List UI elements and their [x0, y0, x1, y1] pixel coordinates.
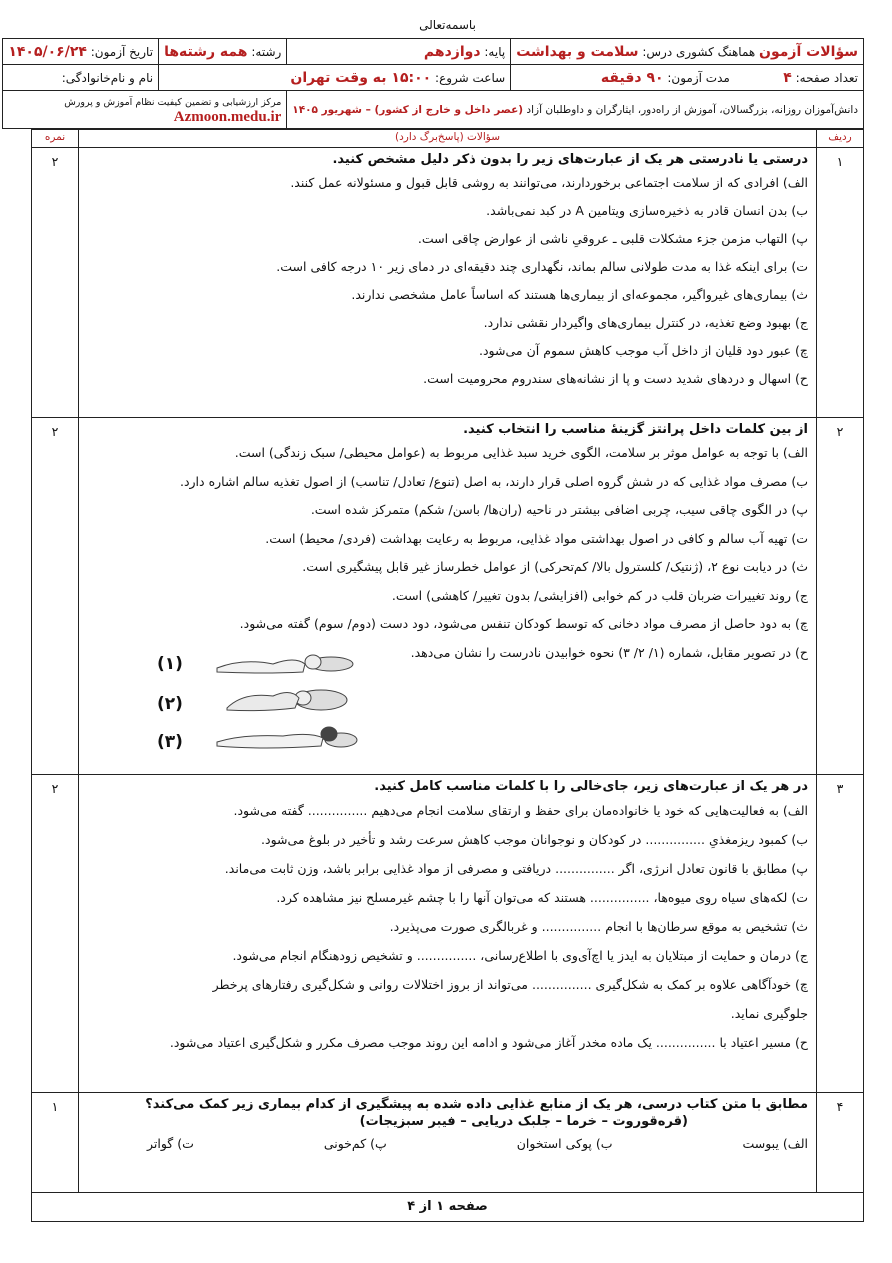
question-number: ۳: [817, 775, 864, 1093]
list-item: الف) افرادی که از سلامت اجتماعی برخوردارند، می‌توانند به روشی قابل قبول و مسئولانه عمل کنند.: [290, 175, 808, 190]
exam-header: [2, 38, 864, 129]
list-item: چ) خودآگاهی علاوه بر کمک به شکل‌گیری ............... می‌تواند از بروز اختلالات روانی و شکل‌گیری رفتارهای پرخطر: [212, 977, 808, 992]
list-item: الف) به فعالیت‌هایی که خود یا خانواده‌مان برای حفظ و ارتقای سلامت انجام می‌دهیم ............... گفته می‌شود.: [233, 803, 808, 818]
question-row-3: [32, 775, 864, 1093]
sleeping-person-drawings: [203, 650, 363, 760]
student-name-label: نام و نام‌خانوادگی:: [61, 70, 154, 85]
pages-duration-cell: [511, 65, 864, 91]
subject: سلامت و بهداشت: [516, 43, 639, 60]
question-number: ۱: [817, 148, 864, 418]
sleeping-positions-figure: [139, 654, 329, 764]
list-item-continuation: جلوگیری نماید.: [730, 1006, 808, 1021]
question-number: ۲: [817, 418, 864, 775]
question-score: ۱: [32, 1093, 79, 1193]
field-label: رشته:: [251, 44, 282, 59]
figure-label-2: (۲): [157, 694, 183, 714]
list-item: ح) مسیر اعتیاد با ............... یک ماده مخدر آغاز می‌شود و ادامه این روند موجب مصرف مکرر و شکل‌گیری اعتیاد می‌شود.: [169, 1035, 808, 1050]
start-label: ساعت شروع:: [435, 70, 506, 85]
exam-title-cell: [511, 39, 864, 65]
question-title: در هر یک از عبارت‌های زیر، جای‌خالی را با کلمات مناسب کامل کنید.: [374, 779, 808, 794]
question-body: [79, 775, 817, 1093]
food-sources: (قره‌قوروت – خرما – جلبک دریایی – فیبر سبزیجات): [359, 1114, 688, 1129]
center-name: مرکز ارزشیابی و تضمین کیفیت نظام آموزش و پرورش: [64, 96, 282, 108]
list-item: ث) تشخیص به موقع سرطان‌ها با انجام ............... و غربالگری صورت می‌پذیرد.: [389, 919, 808, 934]
figure-label-1: (۱): [157, 654, 183, 674]
question-title: درستی یا نادرستی هر یک از عبارت‌های زیر را بدون ذکر دلیل مشخص کنید.: [332, 152, 808, 167]
option-b: ب) پوکی استخوان: [516, 1136, 613, 1151]
question-title: مطابق با متن کتاب درسی، هر یک از منابع غذایی داده شده به پیشگیری از کدام بیماری زیر کمک می‌کند؟: [145, 1097, 808, 1112]
question-row-4: [32, 1093, 864, 1193]
pages-label: تعداد صفحه:: [795, 70, 858, 85]
questions-header-row: [32, 130, 864, 148]
question-score: ۲: [32, 418, 79, 775]
question-row-2: [32, 418, 864, 775]
question-body: [79, 148, 817, 418]
question-title: از بین کلمات داخل پرانتز گزینۀ مناسب را انتخاب کنید.: [463, 422, 808, 437]
field: همه رشته‌ها: [164, 43, 248, 60]
exam-title-rest: هماهنگ کشوری درس:: [642, 44, 756, 59]
col-questions-header: سؤالات (پاسخ‌برگ دارد): [79, 130, 817, 148]
list-item: پ) التهاب مزمن جزء مشکلات قلبی ـ عروقیِ ناشی از عوارض چاقی است.: [417, 231, 808, 246]
audience-session: (عصر داخل و خارج از کشور) – شهریور ۱۴۰۵: [292, 103, 524, 116]
duration: ۹۰ دقیقه: [600, 69, 664, 86]
option-a: الف) یبوست: [742, 1136, 808, 1151]
questions-table: [31, 129, 864, 1222]
list-item: ث) بیماری‌های غیرواگیر، مجموعه‌ای از بیماری‌ها هستند که اساساً عامل مشخصی ندارند.: [351, 287, 808, 302]
list-item: ح) اسهال و دردهای شدید دست و پا از نشانه‌های سندروم محرومیت است.: [423, 371, 808, 386]
list-item: ج) بهبود وضع تغذیه، در کنترل بیماری‌های واگیردار نقشی ندارد.: [483, 315, 808, 330]
page-footer: صفحه ۱ از ۴: [32, 1193, 864, 1222]
name-cell: [3, 65, 159, 91]
question-row-1: [32, 148, 864, 418]
list-item: چ) به دود حاصل از مصرف مواد دخانی که توسط کودکان تنفس می‌شود، دود دست (دوم/ سوم) گفته می‌شود.: [239, 616, 808, 631]
date-label: تاریخ آزمون:: [90, 44, 154, 59]
option-d: ت) گواتر: [147, 1136, 194, 1151]
duration-label: مدت آزمون:: [667, 70, 730, 85]
list-item: ت) برای اینکه غذا به مدت طولانی سالم بماند، نگهداری چند دقیقه‌ای در دمای زیر ۱۰ درجه کافی است.: [276, 259, 808, 274]
question-number: ۴: [817, 1093, 864, 1193]
list-item: ب) مصرف مواد غذایی که در شش گروه اصلی قرار دارند، به اصل (تنوع/ تعادل/ تناسب) از اصول تغذیه سالم اشاره دارد.: [179, 473, 808, 489]
list-item: پ) مطابق با قانون تعادل انرژی، اگر ............... دریافتی و مصرفی از مواد غذایی برابر باشد، وزن ثابت می‌ماند.: [224, 861, 808, 876]
list-item: چ) عبور دود قلیان از داخل آب موجب کاهش سموم آن می‌شود.: [479, 343, 808, 358]
audience-text: دانش‌آموزان روزانه، بزرگسالان، آموزش از راه‌دور، ایثارگران و داوطلبان آزاد: [526, 103, 858, 116]
exam-date: ۱۴۰۵/۰۶/۲۴: [8, 43, 87, 60]
question-body: [79, 1093, 817, 1193]
list-item: ث) در دیابت نوع ۲، (ژنتیک/ کلسترول بالا/ کم‌تحرکی) از عوامل خطرساز غیر قابل پیشگیری است.: [302, 559, 808, 574]
list-item: الف) با توجه به عوامل موثر بر سلامت، الگوی خرید سبد غذایی مربوط به (عوامل محیطی/ سبک زندگی) است.: [234, 445, 808, 460]
date-cell: [3, 39, 159, 65]
list-item: ت) لکه‌های سیاه روی میوه‌ها، ............... هستند که می‌توان آنها را با چشم غیرمسلح نیز مشاهده کرد.: [276, 890, 808, 905]
grade-cell: [287, 39, 511, 65]
col-score-header: نمره: [32, 130, 79, 148]
col-row-header: ردیف: [817, 130, 864, 148]
bismillah: باسمه‌تعالی: [419, 18, 476, 32]
answer-options: [87, 1131, 808, 1157]
question-score: ۲: [32, 148, 79, 418]
website-link[interactable]: Azmoon.medu.ir: [173, 108, 282, 125]
question-body: [79, 418, 817, 775]
question-score: ۲: [32, 775, 79, 1093]
option-c: پ) کم‌خونی: [323, 1136, 387, 1151]
field-cell: [159, 39, 287, 65]
list-item: ج) درمان و حمایت از مبتلایان به ایدز یا اچ‌آی‌وی با اطلاع‌رسانی، ............... و تشخیص زودهنگام انجام می‌شود.: [232, 948, 808, 963]
start-time: ۱۵:۰۰ به وقت تهران: [290, 69, 432, 86]
list-item: ت) تهیه آب سالم و کافی در اصول بهداشتی مواد غذایی، مربوط به رعایت بهداشت (فردی/ محیط) است.: [265, 530, 808, 546]
grade-label: پایه:: [484, 44, 506, 59]
list-item: ح) در تصویر مقابل، شماره (۱/ ۲/ ۳) نحوه خوابیدن نادرست را نشان می‌دهد.: [410, 644, 808, 660]
exam-title-label: سؤالات آزمون: [759, 43, 858, 60]
list-item: ب) کمبود ریزمغذیِ ............... در کودکان و نوجوانان موجب کاهش سرعت رشد و تأخیر در بلوغ می‌شود.: [261, 832, 808, 847]
list-item: پ) در الگوی چاقی سیب، چربی اضافی بیشتر در ناحیه (ران‌ها/ باسن/ شکم) متمرکز شده است.: [310, 502, 808, 517]
grade: دوازدهم: [423, 43, 481, 60]
footer-row: [32, 1193, 864, 1222]
page-count: ۴: [783, 69, 792, 86]
exam-page: [8, 0, 864, 1222]
start-cell: [159, 65, 511, 91]
list-item: ب) بدن انسان قادر به ذخیره‌سازی ویتامین A در کبد نمی‌باشد.: [486, 203, 808, 218]
figure-label-3: (۳): [157, 732, 183, 752]
audience-cell: [287, 91, 864, 129]
list-item: ج) روند تغییرات ضربان قلب در کم خوابی (افزایشی/ بدون تغییر/ کاهشی) است.: [391, 587, 808, 603]
center-cell: [3, 91, 287, 129]
